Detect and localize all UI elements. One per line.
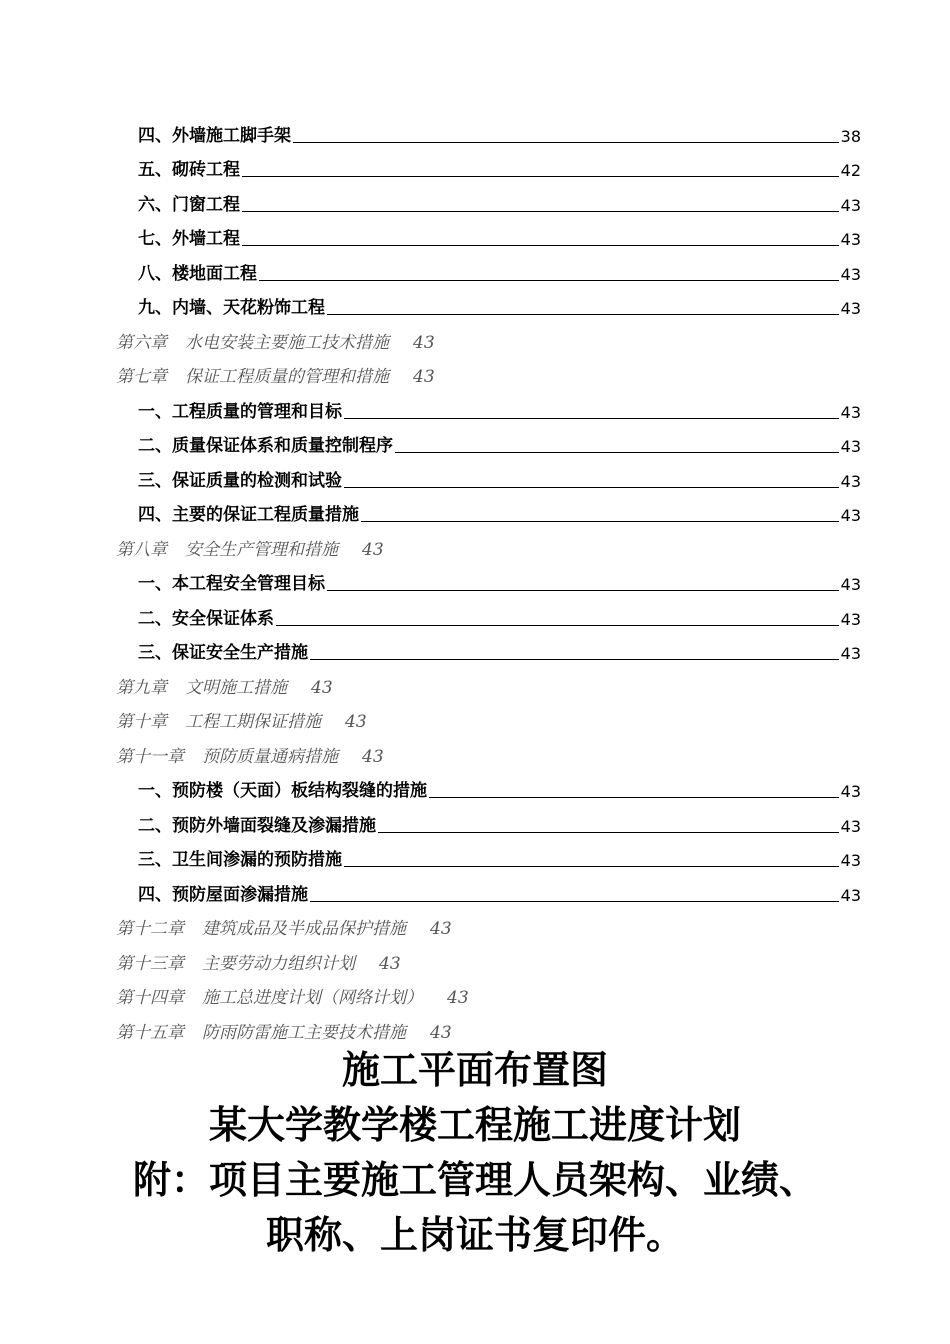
toc-chapter-number: 第八章 <box>116 539 167 560</box>
toc-section-entry[interactable] <box>116 184 861 219</box>
appendix-heading: 职称、上岗证书复印件。 <box>265 1212 684 1257</box>
toc-chapter-entry[interactable] <box>116 702 861 737</box>
toc-section-entry[interactable] <box>116 564 861 599</box>
toc-leader-line <box>259 279 839 281</box>
toc-page-number: 43 <box>362 539 384 560</box>
toc-chapter-entry[interactable] <box>116 943 861 978</box>
toc-chapter-number: 第七章 <box>116 367 167 387</box>
table-of-contents <box>116 115 861 1047</box>
toc-leader-line <box>344 417 839 419</box>
toc-page-number: 43 <box>840 851 861 870</box>
toc-chapter-entry[interactable] <box>116 736 861 771</box>
toc-chapter-entry[interactable] <box>116 978 861 1013</box>
toc-page-number: 43 <box>840 471 861 491</box>
toc-section-entry[interactable] <box>116 391 861 426</box>
toc-page-number: 43 <box>840 264 861 284</box>
toc-leader-line <box>378 831 839 833</box>
toc-chapter-number: 第六章 <box>116 332 167 353</box>
toc-page-number: 43 <box>840 782 861 801</box>
toc-page-number: 43 <box>362 746 384 767</box>
toc-section-entry[interactable] <box>116 495 861 530</box>
toc-chapter-entry[interactable] <box>116 529 861 564</box>
toc-entry-title: 一、本工程安全管理目标 <box>138 574 325 594</box>
toc-page-number: 43 <box>413 332 435 353</box>
toc-entry-title: 三、保证质量的检测和试验 <box>138 470 342 491</box>
toc-entry-title: 四、外墙施工脚手架 <box>138 125 291 146</box>
toc-page-number: 43 <box>840 195 861 215</box>
toc-page-number: 43 <box>840 402 861 422</box>
appendix-headings <box>0 1042 950 1262</box>
toc-page-number: 43 <box>447 988 469 1008</box>
toc-leader-line <box>310 658 839 660</box>
toc-section-entry[interactable] <box>116 805 861 840</box>
toc-page-number: 43 <box>840 437 861 456</box>
toc-leader-line <box>327 313 839 315</box>
toc-chapter-number: 第十三章 <box>116 953 184 974</box>
toc-entry-title: 二、质量保证体系和质量控制程序 <box>138 436 393 456</box>
toc-section-entry[interactable] <box>116 460 861 495</box>
toc-leader-line <box>242 210 839 212</box>
toc-chapter-title: 主要劳动力组织计划 <box>202 953 355 974</box>
toc-page-number: 43 <box>379 953 401 974</box>
toc-entry-title: 四、预防屋面渗漏措施 <box>138 884 308 905</box>
toc-leader-line <box>310 900 839 902</box>
toc-page-number: 43 <box>840 230 861 249</box>
toc-page-number: 43 <box>840 506 861 525</box>
toc-entry-title: 六、门窗工程 <box>138 194 240 215</box>
toc-chapter-title: 施工总进度计划（网络计划） <box>202 988 423 1008</box>
toc-chapter-number: 第十章 <box>116 712 167 732</box>
toc-section-entry[interactable] <box>116 150 861 185</box>
toc-entry-title: 二、预防外墙面裂缝及渗漏措施 <box>138 815 376 836</box>
toc-page-number: 43 <box>840 816 861 836</box>
toc-section-entry[interactable] <box>116 840 861 875</box>
toc-entry-title: 一、工程质量的管理和目标 <box>138 401 342 422</box>
toc-section-entry[interactable] <box>116 633 861 668</box>
toc-page-number: 43 <box>345 712 367 732</box>
toc-chapter-entry[interactable] <box>116 909 861 944</box>
toc-chapter-title: 保证工程质量的管理和措施 <box>185 367 389 387</box>
toc-leader-line <box>293 141 839 143</box>
appendix-heading: 某大学教学楼工程施工进度计划 <box>208 1102 741 1147</box>
toc-entry-title: 七、外墙工程 <box>138 229 240 249</box>
toc-chapter-number: 第九章 <box>116 677 167 698</box>
appendix-heading: 附：项目主要施工管理人员架构、业绩、 <box>132 1157 817 1202</box>
toc-page-number: 43 <box>840 299 861 318</box>
toc-entry-title: 二、安全保证体系 <box>138 608 274 629</box>
toc-section-entry[interactable] <box>116 598 861 633</box>
toc-leader-line <box>395 451 839 453</box>
toc-section-entry[interactable] <box>116 115 861 150</box>
toc-chapter-title: 水电安装主要施工技术措施 <box>185 332 389 353</box>
toc-page-number: 38 <box>840 126 861 146</box>
toc-leader-line <box>242 175 839 177</box>
toc-chapter-entry[interactable] <box>116 667 861 702</box>
toc-entry-title: 三、卫生间渗漏的预防措施 <box>138 850 342 870</box>
toc-chapter-title: 预防质量通病措施 <box>202 746 338 767</box>
toc-page-number: 43 <box>840 609 861 629</box>
toc-entry-title: 四、主要的保证工程质量措施 <box>138 505 359 525</box>
toc-page-number: 42 <box>840 161 861 180</box>
toc-section-entry[interactable] <box>116 771 861 806</box>
toc-section-entry[interactable] <box>116 874 861 909</box>
toc-chapter-title: 防雨防雷施工主要技术措施 <box>202 1022 406 1043</box>
toc-section-entry[interactable] <box>116 426 861 461</box>
toc-leader-line <box>276 624 839 626</box>
toc-leader-line <box>344 865 839 867</box>
toc-chapter-entry[interactable] <box>116 322 861 357</box>
toc-page-number: 43 <box>840 575 861 594</box>
toc-entry-title: 三、保证安全生产措施 <box>138 643 308 663</box>
toc-page-number: 43 <box>430 919 452 939</box>
toc-page-number: 43 <box>430 1022 452 1043</box>
appendix-heading: 施工平面布置图 <box>341 1047 608 1092</box>
toc-page-number: 43 <box>840 885 861 905</box>
toc-section-entry[interactable] <box>116 219 861 254</box>
toc-leader-line <box>361 520 839 522</box>
toc-leader-line <box>429 796 839 798</box>
toc-entry-title: 一、预防楼（天面）板结构裂缝的措施 <box>138 781 427 801</box>
toc-section-entry[interactable] <box>116 253 861 288</box>
toc-chapter-number: 第十四章 <box>116 988 184 1008</box>
toc-entry-title: 九、内墙、天花粉饰工程 <box>138 298 325 318</box>
toc-page-number: 43 <box>311 677 333 698</box>
toc-chapter-title: 建筑成品及半成品保护措施 <box>202 919 406 939</box>
toc-chapter-title: 文明施工措施 <box>185 677 287 698</box>
toc-chapter-title: 安全生产管理和措施 <box>185 539 338 560</box>
toc-leader-line <box>327 589 839 591</box>
toc-leader-line <box>242 244 839 246</box>
toc-leader-line <box>344 486 839 488</box>
toc-chapter-title: 工程工期保证措施 <box>185 712 321 732</box>
toc-section-entry[interactable] <box>116 288 861 323</box>
toc-chapter-number: 第十二章 <box>116 919 184 939</box>
toc-chapter-number: 第十五章 <box>116 1022 184 1043</box>
toc-entry-title: 五、砌砖工程 <box>138 160 240 180</box>
toc-chapter-entry[interactable] <box>116 357 861 392</box>
toc-page-number: 43 <box>840 644 861 663</box>
toc-entry-title: 八、楼地面工程 <box>138 263 257 284</box>
toc-page-number: 43 <box>413 367 435 387</box>
toc-chapter-number: 第十一章 <box>116 746 184 767</box>
